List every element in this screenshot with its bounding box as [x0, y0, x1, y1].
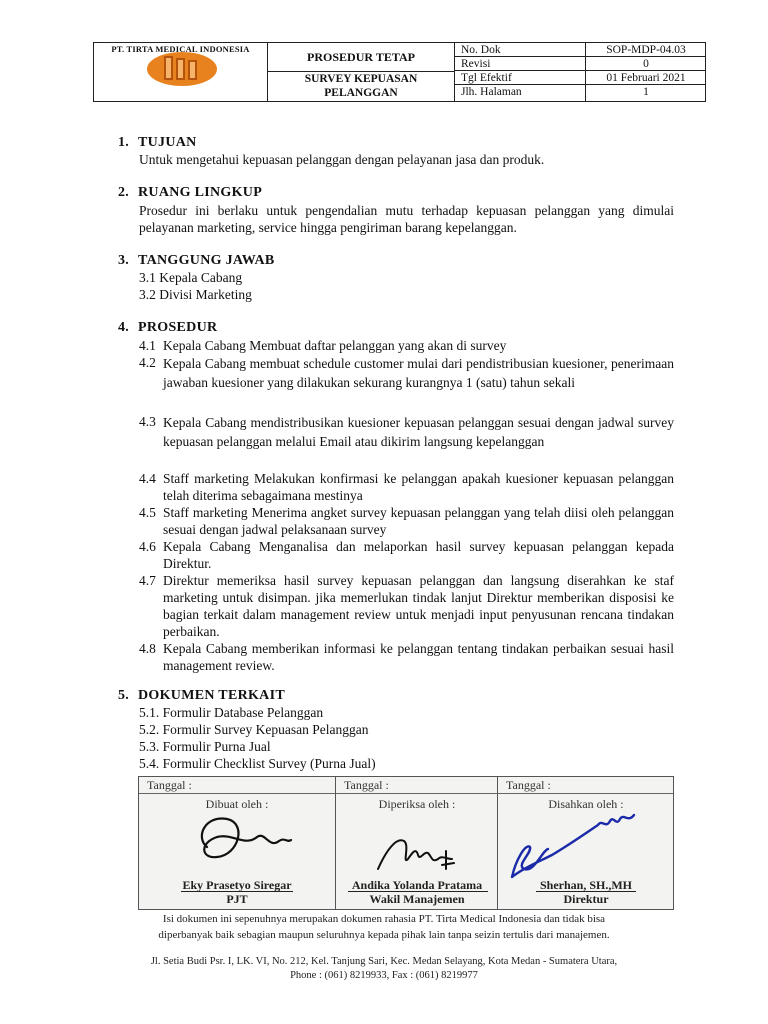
date-label: Tanggal :	[147, 778, 192, 792]
address-line-1: Jl. Setia Budi Psr. I, LK. VI, No. 212, Kel. Tanjung Sari, Kec. Medan Selayang, Kota Medan - Sumatera Utara,	[150, 956, 618, 967]
list-item: 5.3. Formulir Purna Jual	[139, 739, 271, 754]
signature-block-checked	[335, 777, 498, 909]
field-label-revisi: Revisi	[455, 57, 585, 71]
section-heading-dokumen-terkait: 5. DOKUMEN TERKAIT	[118, 688, 285, 703]
signature-andika-icon	[372, 829, 462, 877]
field-labels	[455, 43, 586, 101]
section-heading-ruang-lingkup: 2. RUANG LINGKUP	[118, 185, 263, 200]
signature-role: Dibuat oleh :	[205, 797, 269, 811]
field-value-tgl-efektif: 01 Februari 2021	[586, 71, 706, 85]
signature-sherhan-icon	[502, 803, 662, 883]
section-title: TANGGUNG JAWAB	[138, 253, 275, 268]
doc-title: SURVEY KEPUASAN PELANGGAN	[304, 73, 418, 99]
section-text-tujuan: Untuk mengetahui kepuasan pelanggan dengan pelayanan jasa dan produk.	[139, 152, 545, 167]
list-item: 3.2 Divisi Marketing	[139, 287, 252, 302]
field-value-no-dok: SOP-MDP-04.03	[586, 43, 706, 57]
section-text-ruang-lingkup: Prosedur ini berlaku untuk pengendalian mutu terhadap kepuasan pelanggan yang dimulai pelayanan marketing, service hingga pengiriman barang kepelanggan.	[139, 203, 674, 235]
company-name: PT. TIRTA MEDICAL INDONESIA	[111, 44, 250, 54]
section-title: DOKUMEN TERKAIT	[138, 688, 285, 703]
doc-type: PROSEDUR TETAP	[268, 43, 454, 72]
list-item: 5.4. Formulir Checklist Survey (Purna Jual)	[139, 756, 376, 771]
confidential-notice-line-2: diperbanyak baik sebagian maupun seluruhnya kepada pihak lain tanpa seizin tertulis dari manajemen.	[158, 929, 610, 941]
section-title: PROSEDUR	[138, 320, 218, 335]
section-title: TUJUAN	[138, 135, 197, 150]
date-label: Tanggal :	[506, 778, 551, 792]
signature-role: Diperiksa oleh :	[378, 797, 456, 811]
section-heading-tujuan: 1. TUJUAN	[118, 135, 197, 150]
signature-block-prepared	[139, 777, 335, 909]
signer-position: Wakil Manajemen	[369, 892, 465, 906]
signer-position: PJT	[226, 892, 248, 906]
list-item: 5.1. Formulir Database Pelanggan	[139, 705, 324, 720]
company-cell	[94, 43, 268, 101]
field-label-no-dok: No. Dok	[455, 43, 585, 57]
signer-position: Direktur	[563, 892, 609, 906]
document-header-table	[93, 42, 706, 102]
signer-name: Sherhan, SH.,MH	[539, 878, 632, 892]
field-values	[586, 43, 706, 101]
list-item: 5.2. Formulir Survey Kepuasan Pelanggan	[139, 722, 369, 737]
signature-eky-icon	[187, 807, 297, 869]
field-value-revisi: 0	[586, 57, 706, 71]
section-heading-prosedur: 4. PROSEDUR	[118, 320, 218, 335]
address-line-2: Phone : (061) 8219933, Fax : (061) 8219977	[290, 970, 478, 981]
field-label-halaman: Jlh. Halaman	[461, 86, 522, 98]
signature-block-approved	[497, 777, 674, 909]
title-cell	[268, 43, 455, 101]
signer-name: Eky Prasetyo Siregar	[182, 878, 292, 892]
section-heading-tanggung-jawab: 3. TANGGUNG JAWAB	[118, 253, 275, 268]
list-item: 3.1 Kepala Cabang	[139, 270, 243, 285]
confidential-notice-line-1: Isi dokumen ini sepenuhnya merupakan dokumen rahasia PT. Tirta Medical Indonesia dan tidak bisa	[162, 913, 606, 925]
signature-role: Disahkan oleh :	[548, 797, 624, 811]
date-label: Tanggal :	[344, 778, 389, 792]
field-label-tgl-efektif: Tgl Efektif	[455, 71, 585, 85]
field-value-halaman: 1	[643, 86, 649, 98]
section-title: RUANG LINGKUP	[138, 185, 263, 200]
signature-table	[138, 776, 674, 910]
signer-name: Andika Yolanda Pratama	[351, 878, 483, 892]
